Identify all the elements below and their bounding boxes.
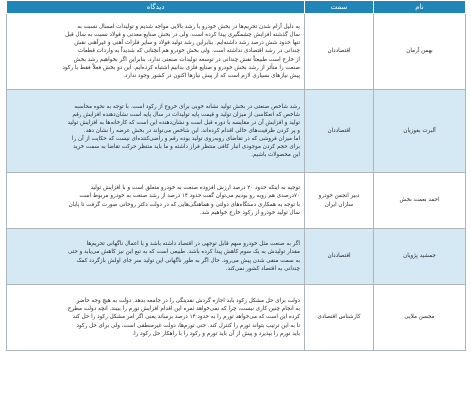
row-role-text: کارشناس اقتصادی (317, 314, 361, 321)
table-header-row (7, 1, 466, 14)
row-role-text: اقتصاددان (327, 253, 351, 260)
table-row (7, 229, 466, 285)
row-role-text: اقتصاددان (327, 127, 351, 134)
row-view (7, 14, 305, 90)
row-view-text: رشد شاخص صنعتی در بخش تولید نشانه خوبی برای خروج از رکود است. با توجه به نحوه محاسبه شاخص که انعکاسی از میزان تولید و قیمت پایه تولیدات در سال پایه است نشان‌دهنده افزایش رقم تولید و افزایش آن در مقایسه با دوره قبل است و نشان‌دهنده این است که کارخانه‌ها به افزایش تولید و پر کردن ظرفیت‌های خالی اقدام کرده‌اند. این شاخص می‌تواند در بخش عرضه را نشان دهد. اما میزان فروشی که در تقاضای روبه‌روی تولید بوده رقم و راضی‌کننده‌ای نیست که حکایت از آن را برای حجم کردن موجودی انبار کافی منتظر فراز داشته و ما باید منتظر حرکت تقاضا به سمت خرید این محصولات باشیم. (67, 103, 300, 159)
row-role-text: اقتصاددان (327, 48, 351, 55)
row-view-text: توجیه به اینکه حدود ۲۰ درصد ارزش افزوده صنعت به خودرو متعلق است و با افزایش تولید ۷۰درصدی هم روبه رو بودیم می‌توان گفت حدود ۱۴ درصد از رشد صنعت به خودرو مربوط است با توجه به همکاری دستگاه‌های دولتی و هماهنگی‌هایی که در دولت دکتر روحانی صورت گرفت تا پایان سال تولید خودرو از رکود خارج خواهیم شد. (68, 185, 300, 216)
row-role (305, 14, 374, 90)
row-view (7, 285, 305, 351)
row-name: آلبرت بغوزیان (374, 90, 466, 173)
row-role (305, 285, 374, 351)
table-row (7, 285, 466, 351)
row-name: محسن ملایی (374, 285, 466, 351)
row-view (7, 90, 305, 173)
table-row (7, 173, 466, 229)
header-role: سمت (305, 1, 374, 14)
row-view (7, 173, 305, 229)
table-row (7, 14, 466, 90)
economists-views-table (6, 0, 466, 351)
row-name: بهمن آرمان (374, 14, 466, 90)
row-view-text: اگر به صنعت مثل خودرو سهم قابل توجهی در اقتصاد داشته باشد و با اعمال ناگهانی تحریم‌ها مقدار تولیدش به یک سوم کاهش پیدا کرده باشد. طبیعی است که به تبع این نیز کاهش می‌یابد و حتی به سمت منفی شدن پیش می‌رود. حال اگر به طور ناگهانی این تولید سر جای اولش بازگردد کمک چندانی به اقتصاد کشور نمی‌کند. (67, 241, 300, 272)
header-view: دیدگاه (7, 1, 305, 14)
header-name: نام (374, 1, 466, 14)
row-role (305, 173, 374, 229)
table-row (7, 90, 466, 173)
row-name: جمشید پژویان (374, 229, 466, 285)
row-view-text: به دلیل آرام شدن تحریم‌ها در بخش خودرو با رشد بالایی مواجه شدیم و تولیدات امسال نسبت به سال گذشته افزایش چشمگیری پیدا کرده است. ولی در بخش صنایع معدنی و فولاد نسبت به سال قبل تنها حدود شش درصد رشد داشته‌ایم. بنابراین رشد تولید فولاد و سایر فلزات آهنی و غیرآهنی نقش چندانی در رشد اقتصادی نداشته است. ولی بخش خودرو هم آنچنانی که شدیداً به واردات قطعات از خارج است طبیعتاً نقش چندانی در توسعه تولیدات صنعتی ندارد. بنابراین اگر بخواهیم رشد بخش صنعت را متأثر از رشد بخش خودرو و صنایع فلزی بدانیم اشتباه کرده‌ایم. این دو بخش فعلاً فقط با رکود پیش نیازهای بسیاری لازم است که از پیش نیازها اکنون در کشور وجود ندارد. (62, 24, 300, 79)
row-view (7, 229, 305, 285)
row-role (305, 90, 374, 173)
row-view-text: دولت برای حل مشکل رکود باید اجازه گردش نقدینگی را در جامعه بدهد. دولت به هیچ وجه حاضر به انجام چنین کاری نیست، چرا که نمی‌خواهد ثمره این اقدام افزایش تورم را ببیند. انچه دولت مطرح کرده این است که می‌خواهد تورم را به حدود ۱۴ درصد برساند یعنی اگر امر مشکل رکود را حل کند تا به این ترتیب بتواند تورم را کنترل کند. حتی تورم‌ها، دولت غیرمنطقی است، ولی برای حل رکود باید تورم را بپذیرد و پیش از آن باید تورم و رکود را با راهکار حل رکود را. (67, 298, 300, 337)
row-role-text: دبیر انجمن خودرو سازان ایران (318, 193, 360, 208)
row-role (305, 229, 374, 285)
row-name: احمد نعمت بخش (374, 173, 466, 229)
